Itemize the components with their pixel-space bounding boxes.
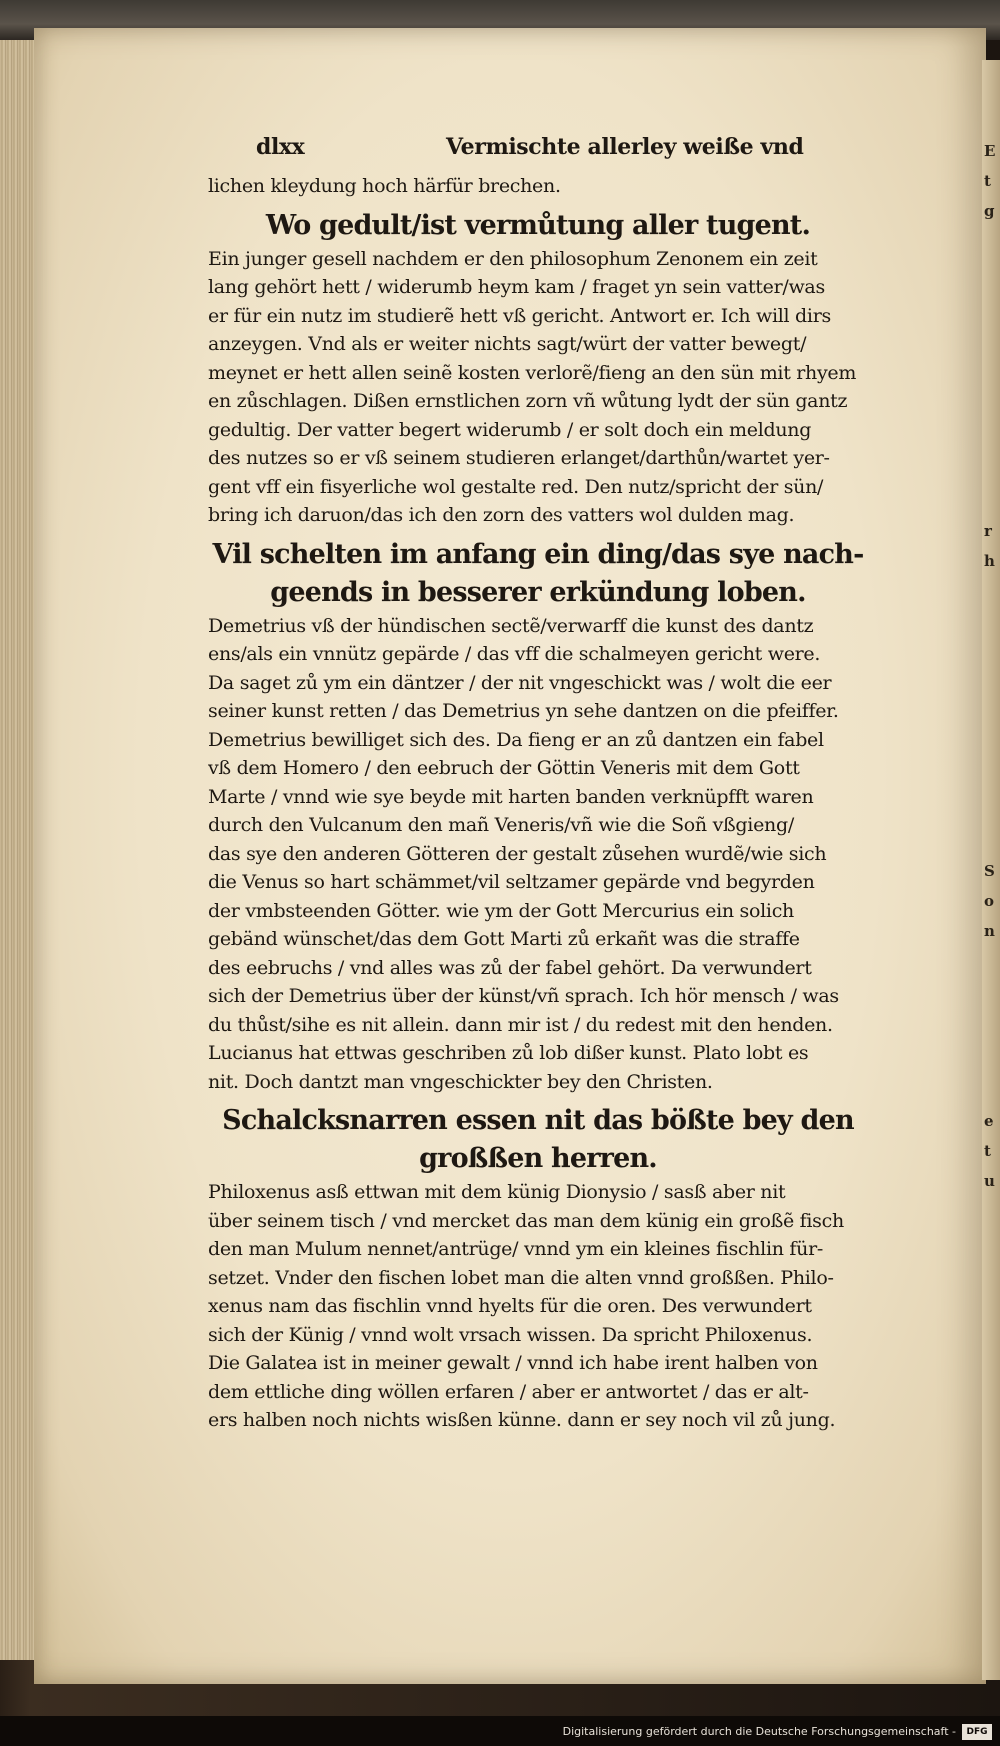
text-line: xenus nam das fischlin vnnd hyelts für die oren. Des verwundert <box>208 1295 812 1317</box>
section-heading: großßen herren. <box>419 1143 657 1174</box>
text-line: anzeygen. Vnd als er weiter nichts sagt/würt der vatter bewegt/ <box>208 333 807 355</box>
text-line: sich der Demetrius über der künst/vñ sprach. Ich hör mensch / was <box>208 985 839 1007</box>
margin-glyph: r <box>984 522 992 540</box>
dfg-logo: DFG <box>962 1724 992 1740</box>
text-line: Marte / vnnd wie sye beyde mit harten banden verknüpfft waren <box>208 785 814 808</box>
section-heading: Wo gedult/ist vermůtung aller tugent. <box>265 209 811 241</box>
section <box>208 201 868 530</box>
text-line: gent vff ein fisyerliche wol gestalte red. Den nutz/spricht der sün/ <box>208 475 824 498</box>
section-heading: Vil schelten im anfang ein ding/das sye nach- <box>212 538 864 570</box>
text-line: sich der Künig / vnnd wolt vrsach wissen. Da spricht Philoxenus. <box>208 1323 813 1346</box>
margin-glyph: E <box>984 142 996 160</box>
text-line: seiner kunst retten / das Demetrius yn sehe dantzen on die pfeiffer. <box>208 700 839 722</box>
text-line: du thůst/sihe es nit allein. dann mir ist / du redest mit den henden. <box>208 1013 833 1036</box>
margin-glyph: h <box>984 552 995 570</box>
margin-glyph: o <box>984 892 995 910</box>
running-head-title: Vermischte allerley weiße vnd <box>446 134 804 160</box>
text-line: des eebruchs / vnd alles was zů der fabel gehört. Da verwundert <box>208 956 812 979</box>
text-line: Da saget zů ym ein däntzer / der nit vngeschickt was / wolt die eer <box>208 671 832 694</box>
text-line: durch den Vulcanum den mañ Veneris/vñ wie die Soñ vßgieng/ <box>208 814 794 836</box>
text-line: bring ich daruon/das ich den zorn des vatters wol dulden mag. <box>208 504 795 526</box>
text-line: über seinem tisch / vnd mercket das man dem künig ein großẽ fisch <box>208 1209 844 1232</box>
margin-glyph: t <box>984 1142 991 1160</box>
text-line: Ein junger gesell nachdem er den philosophum Zenonem ein zeit <box>208 247 818 270</box>
text-line: meynet er hett allen seinẽ kosten verlorẽ/fieng an den sün mit rhyem <box>208 361 857 384</box>
text-line: setzet. Vnder den fischen lobet man die alten vnnd großßen. Philo- <box>208 1266 834 1289</box>
text-line: vß dem Homero / den eebruch der Göttin Veneris mit dem Gott <box>208 757 800 779</box>
section-heading: Schalcksnarren essen nit das bößte bey den <box>222 1105 854 1136</box>
text-line: die Venus so hart schämmet/vil seltzamer gepärde vnd begyrden <box>208 871 815 893</box>
text-line: ens/als ein vnnütz gepärde / das vff die schalmeyen gericht were. <box>208 643 821 665</box>
text-line: Demetrius vß der hündischen sectẽ/verwarff die kunst des dantz <box>208 614 814 637</box>
page-block-edge <box>0 40 36 1660</box>
running-head <box>208 134 868 172</box>
margin-glyph: e <box>984 1112 994 1130</box>
section-heading: geends in besserer erkündung loben. <box>270 576 806 608</box>
text-line: den man Mulum nennet/antrüge/ vnnd ym ein kleines fischlin für- <box>208 1238 823 1260</box>
margin-glyph: u <box>984 1172 995 1190</box>
text-line: das sye den anderen Götteren der gestalt zůsehen wurdẽ/wie sich <box>208 842 827 865</box>
text-line: Lucianus hat ettwas geschriben zů lob dißer kunst. Plato lobt es <box>208 1042 809 1064</box>
text-line: nit. Doch dantzt man vngeschickter bey den Christen. <box>208 1070 713 1093</box>
funding-credit: Digitalisierung gefördert durch die Deutsche Forschungsgemeinschaft - <box>562 1725 956 1738</box>
carry-over-line: lichen kleydung hoch härfür brechen. <box>208 175 561 197</box>
text-line: gebänd wünschet/das dem Gott Marti zů erkañt was die straffe <box>208 928 800 950</box>
sections-container <box>208 201 868 1435</box>
text-line: er für ein nutz im studierẽ hett vß gericht. Antwort er. Ich will dirs <box>208 304 831 327</box>
text-line: ers halben noch nichts wisßen künne. dann er sey noch vil zů jung. <box>208 1409 836 1431</box>
section <box>208 530 868 1097</box>
text-line: Philoxenus asß ettwan mit dem künig Dionysio / sasß aber nit <box>208 1181 786 1203</box>
page-text <box>208 134 868 1435</box>
text-line: dem ettliche ding wöllen erfaren / aber er antwortet / das er alt- <box>208 1380 809 1403</box>
text-line: Demetrius bewilliget sich des. Da fieng er an zů dantzen ein fabel <box>208 728 824 751</box>
section <box>208 1096 868 1435</box>
margin-glyph: t <box>984 172 991 190</box>
margin-glyph: S <box>984 862 995 880</box>
text-line: Die Galatea ist in meiner gewalt / vnnd ich habe irent halben von <box>208 1352 818 1374</box>
text-line: des nutzes so er vß seinem studieren erlanget/darthůn/wartet yer- <box>208 447 830 469</box>
margin-glyph: g <box>984 202 995 220</box>
text-line: en zůschlagen. Dißen ernstlichen zorn vñ wůtung lydt der sün gantz <box>208 390 848 412</box>
text-line: gedultig. Der vatter begert widerumb / er solt doch ein meldung <box>208 418 812 441</box>
folio-number: dlxx <box>256 134 305 160</box>
text-line: lang gehört hett / widerumb heym kam / fraget yn sein vatter/was <box>208 276 825 298</box>
text-line: der vmbsteenden Götter. wie ym der Gott Mercurius ein solich <box>208 899 794 922</box>
margin-glyph: n <box>984 922 995 940</box>
